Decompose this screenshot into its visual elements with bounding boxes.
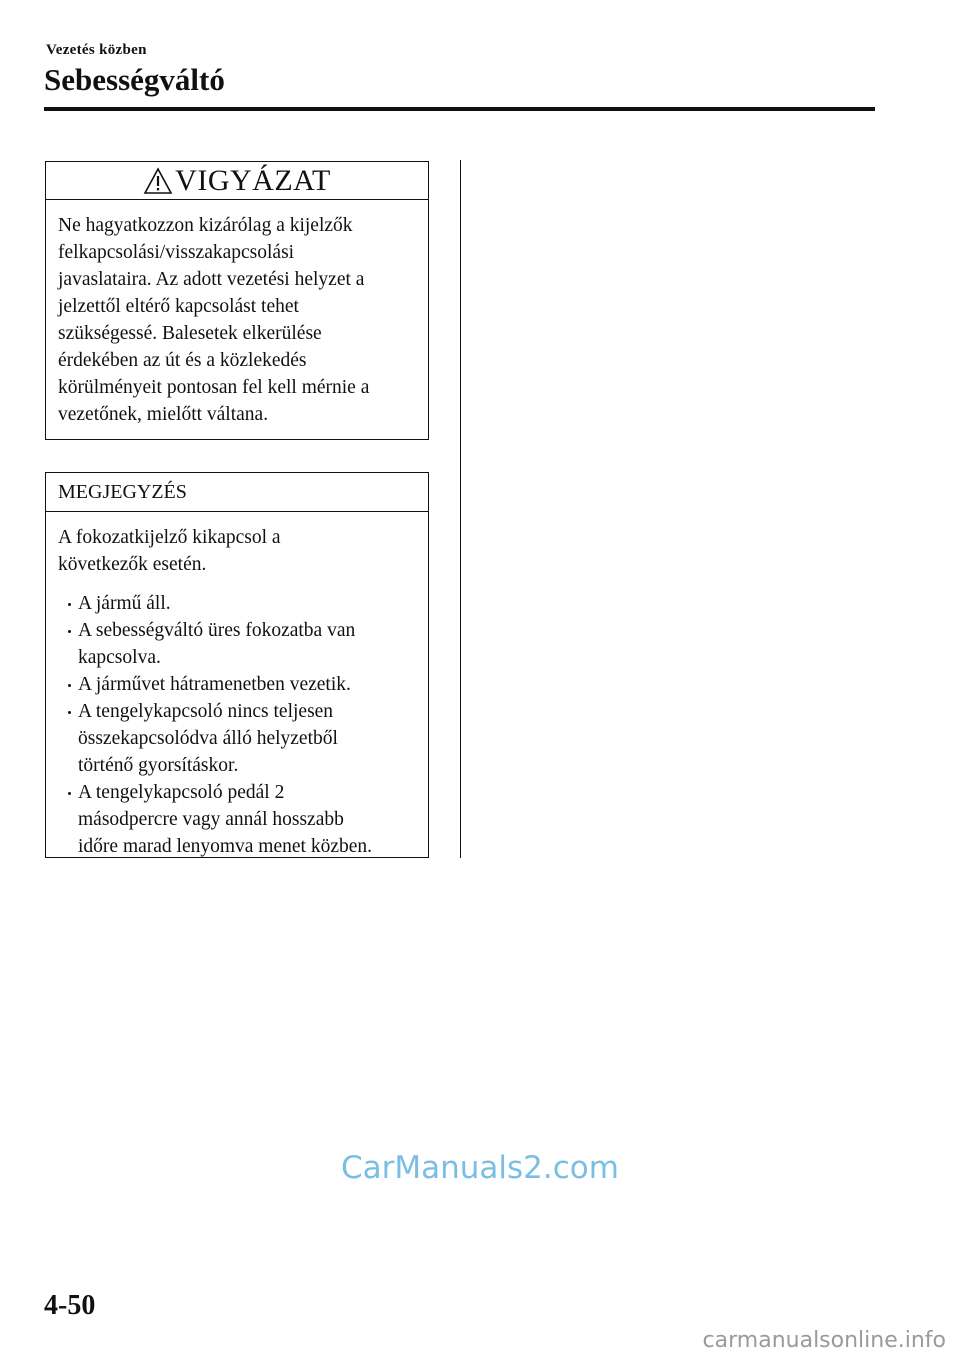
bullet-line: történő gyorsításkor. — [78, 755, 239, 776]
bullet-line: másodpercre vagy annál hosszabb — [78, 809, 344, 830]
watermark: CarManuals2.com — [341, 1150, 619, 1186]
warning-line: jelzettől eltérő kapcsolást tehet — [58, 296, 299, 317]
column-divider — [460, 160, 461, 858]
bullet-dot-icon — [68, 792, 71, 795]
warning-line: körülményeit pontosan fel kell mérnie a — [58, 377, 370, 398]
warning-text — [58, 212, 416, 428]
list-item — [58, 590, 416, 617]
bullet-line: kapcsolva. — [78, 647, 161, 668]
warning-line: érdekében az út és a közlekedés — [58, 350, 307, 371]
warning-header — [46, 162, 428, 200]
warning-line: Ne hagyatkozzon kizárólag a kijelzők — [58, 215, 353, 236]
site-footer: carmanualsonline.info — [702, 1328, 946, 1353]
warning-line: szükségessé. Balesetek elkerülése — [58, 323, 322, 344]
note-intro — [58, 524, 416, 578]
bullet-dot-icon — [68, 630, 71, 633]
list-item — [58, 698, 416, 779]
warning-body — [46, 200, 428, 428]
section-label: Vezetés közben — [46, 42, 147, 58]
warning-line: vezetőnek, mielőtt váltana. — [58, 404, 269, 425]
title-rule — [44, 107, 875, 111]
list-item — [58, 617, 416, 671]
warning-line: felkapcsolási/visszakapcsolási — [58, 242, 295, 263]
warning-line: javaslataira. Az adott vezetési helyzet a — [58, 269, 365, 290]
note-header: MEGJEGYZÉS — [46, 473, 428, 512]
bullet-line: A járművet hátramenetben vezetik. — [78, 674, 351, 695]
page-number: 4-50 — [44, 1290, 96, 1321]
list-item — [58, 779, 416, 860]
note-intro-line: A fokozatkijelző kikapcsol a — [58, 527, 281, 548]
list-item — [58, 671, 416, 698]
warning-triangle-icon — [143, 167, 173, 195]
page-title: Sebességváltó — [44, 62, 225, 97]
note-body — [46, 512, 428, 860]
bullet-line: időre marad lenyomva menet közben. — [78, 836, 373, 857]
warning-title: VIGYÁZAT — [175, 163, 331, 197]
note-box — [45, 472, 429, 858]
note-intro-line: következők esetén. — [58, 554, 207, 575]
bullet-dot-icon — [68, 711, 71, 714]
bullet-line: A sebességváltó üres fokozatba van — [78, 620, 356, 641]
note-bullet-list — [58, 590, 416, 860]
bullet-dot-icon — [68, 603, 71, 606]
warning-box — [45, 161, 429, 440]
bullet-line: összekapcsolódva álló helyzetből — [78, 728, 338, 749]
bullet-line: A jármű áll. — [78, 593, 171, 614]
bullet-line: A tengelykapcsoló nincs teljesen — [78, 701, 334, 722]
bullet-dot-icon — [68, 684, 71, 687]
bullet-line: A tengelykapcsoló pedál 2 — [78, 782, 285, 803]
